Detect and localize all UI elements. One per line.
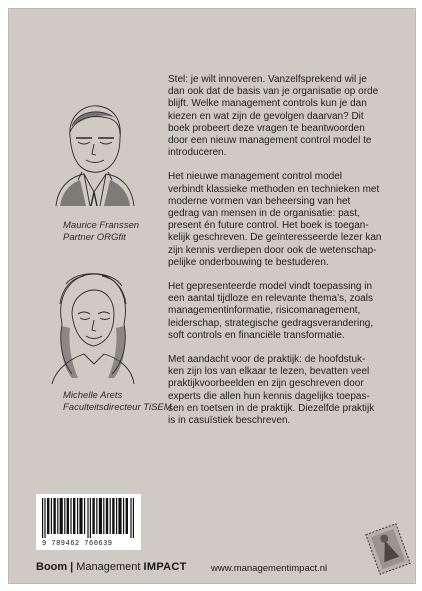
publisher-logo [36, 561, 187, 573]
barcode [36, 494, 141, 550]
sketch-portrait-woman-icon [32, 264, 152, 384]
author-name: Michelle Arets [63, 390, 123, 401]
text-line: pelijke onderbouwing te bestuderen. [168, 256, 329, 268]
text-line: kelijk geschreven. De geïnteresseerde lezer kan [168, 232, 382, 244]
text-line: praktijkvoorbeelden en zijn geschreven door [168, 378, 364, 390]
logo-separator: | [70, 561, 74, 573]
sketch-portrait-man-icon [36, 96, 146, 206]
text-line: is in casuïstiek beschreven. [168, 415, 291, 427]
author-role: Partner ORGfit [63, 232, 126, 243]
blurb-text [168, 74, 414, 439]
text-line: boek probeert deze vragen te beantwoorden [168, 122, 365, 134]
text-line: sen en toetsen in de praktijk. Diezelfde praktijk [168, 402, 375, 414]
author-name: Maurice Franssen [63, 220, 140, 231]
publisher-name: Boom [36, 561, 68, 573]
text-line: present én future control. Het boek is toegan- [168, 220, 369, 232]
series-name: Management [76, 561, 141, 573]
author-caption-1 [63, 220, 139, 244]
text-line: door een nieuw management control model te [168, 135, 372, 147]
website-url: www.managementimpact.nl [211, 563, 328, 574]
blurb-paragraph-4 [168, 354, 414, 427]
series-name-bold: IMPACT [143, 561, 187, 573]
text-line: Met aandacht voor de praktijk: de hoofdstuk- [168, 354, 366, 366]
blurb-paragraph-1 [168, 74, 414, 159]
text-line: Stel: je wilt innoveren. Vanzelfsprekend wil je [168, 74, 367, 85]
barcode-number: 9 789462 760639 [42, 540, 113, 548]
text-line: moderne vormen van beheersing van het [168, 195, 351, 207]
text-line: managementinformatie, risicomanagement, [168, 305, 361, 317]
text-line: een aantal tijdloze en relevante thema’s, zoals [168, 293, 373, 305]
text-line: zijn kennis verdiepen door ook de wetenschap- [168, 244, 377, 256]
tilted-postage-stamp-icon [362, 520, 414, 578]
text-line: dan ook dat de basis van je organisatie op orde [168, 86, 379, 98]
text-line: leiderschap, strategische gedragsverandering, [168, 317, 374, 329]
text-line: soft controls en financiële transformatie. [168, 329, 345, 341]
barcode-bars-icon [36, 494, 141, 540]
text-line: experts die allen hun kennis dagelijks toepas- [168, 390, 370, 402]
blurb-paragraph-3 [168, 281, 414, 342]
text-line: verbindt klassieke methoden en technieken met [168, 183, 380, 195]
author-role: Faculteitsdirecteur TiSEM [63, 402, 172, 413]
text-line: ken zijn los van elkaar te lezen, bevatten veel [168, 366, 370, 378]
text-line: Het gepresenteerde model vindt toepassing in [168, 281, 373, 293]
text-line: kiezen en wat zijn de gevolgen daarvan? Dit [168, 110, 364, 122]
blurb-paragraph-2 [168, 171, 414, 269]
author-caption-2 [63, 390, 172, 414]
text-line: Het nieuwe management control model [168, 171, 342, 183]
book-back-cover [8, 8, 416, 584]
text-line: introduceren. [168, 147, 227, 159]
text-line: gedrag van mensen in de organisatie: past, [168, 208, 360, 220]
text-line: blijft. Welke management controls kun je dan [168, 98, 367, 110]
